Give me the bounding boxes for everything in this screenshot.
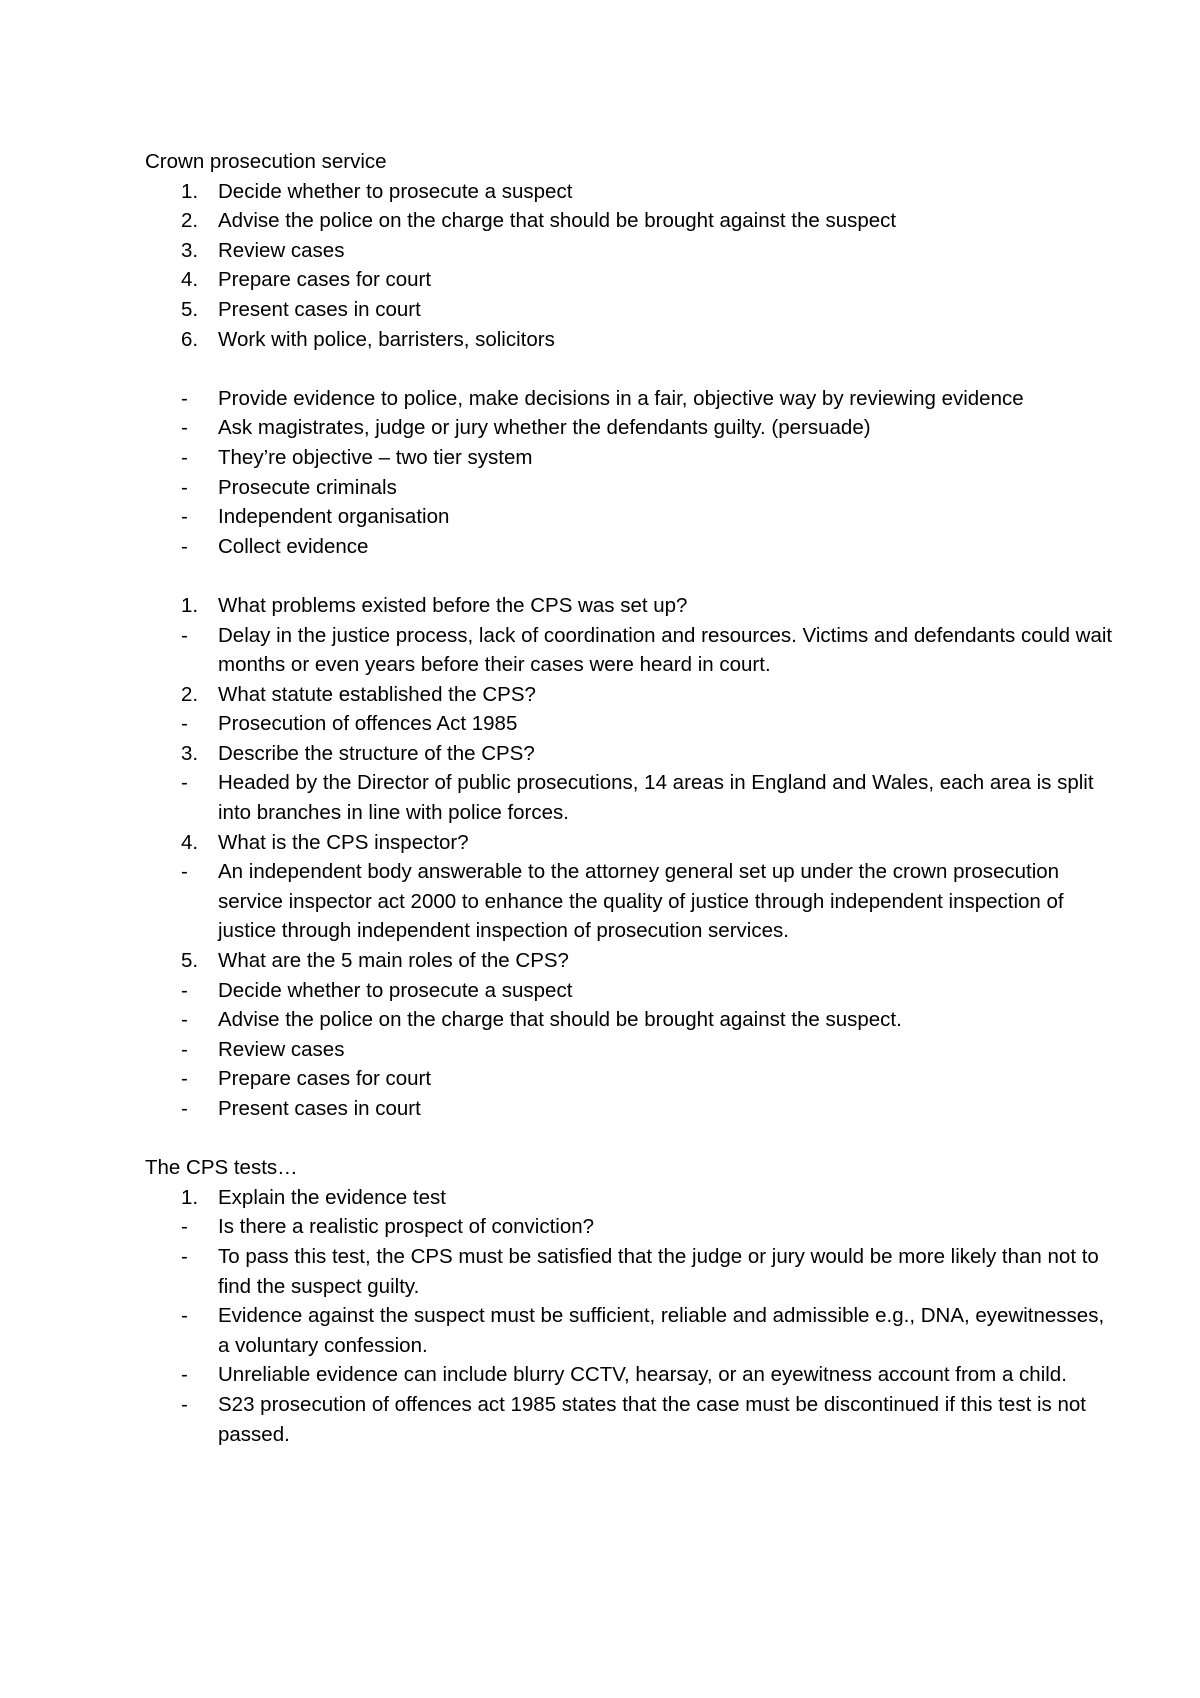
bullet-text: Provide evidence to police, make decisions in a fair, objective way by reviewing evidence xyxy=(218,386,1024,410)
bullet-item xyxy=(145,384,1120,414)
question-text: Describe the structure of the CPS? xyxy=(218,741,535,765)
list-item xyxy=(145,177,1120,207)
question-number: 1. xyxy=(181,593,199,617)
dash-bullet: - xyxy=(181,475,188,499)
list-number: 4. xyxy=(181,268,199,292)
cps-questions-list xyxy=(145,591,1120,1124)
section-heading-cps: Crown prosecution service xyxy=(145,150,387,173)
question-item xyxy=(145,828,1120,858)
bullet-item xyxy=(145,532,1120,562)
dash-bullet: - xyxy=(181,1008,188,1032)
answer-item xyxy=(145,621,1120,680)
answer-item xyxy=(145,976,1120,1006)
dash-bullet: - xyxy=(181,1244,188,1268)
answer-text: Is there a realistic prospect of conviction? xyxy=(218,1215,595,1239)
list-item xyxy=(145,236,1120,266)
dash-bullet: - xyxy=(181,534,188,558)
section-heading-tests: The CPS tests… xyxy=(145,1156,298,1180)
list-number: 1. xyxy=(181,179,199,203)
cps-roles-list xyxy=(145,177,1120,355)
list-item-text: Present cases in court xyxy=(218,297,421,321)
dash-bullet: - xyxy=(181,1392,188,1416)
question-number: 5. xyxy=(181,949,199,973)
spacer xyxy=(145,561,1120,591)
answer-item xyxy=(145,1242,1120,1301)
bullet-item xyxy=(145,443,1120,473)
dash-bullet: - xyxy=(181,416,188,440)
tests-list xyxy=(145,1183,1120,1449)
question-item xyxy=(145,946,1120,976)
dash-bullet: - xyxy=(181,1215,188,1239)
bullet-item xyxy=(145,473,1120,503)
dash-bullet: - xyxy=(181,1097,188,1120)
answer-text: Prosecution of offences Act 1985 xyxy=(218,712,518,736)
question-text: What are the 5 main roles of the CPS? xyxy=(218,949,569,973)
answer-text: To pass this test, the CPS must be satisfied that the judge or jury would be more likely than not to find the suspect guilty. xyxy=(218,1244,1099,1298)
question-number: 4. xyxy=(181,830,199,854)
question-number: 2. xyxy=(181,682,199,706)
question-text: Explain the evidence test xyxy=(218,1185,446,1209)
question-item xyxy=(145,739,1120,769)
question-item xyxy=(145,1183,1120,1213)
answer-item xyxy=(145,1212,1120,1242)
dash-bullet: - xyxy=(181,445,188,469)
answer-text: Prepare cases for court xyxy=(218,1067,432,1091)
answer-text: Delay in the justice process, lack of coordination and resources. Victims and defendants could wait months or even years before their cases were heard in court. xyxy=(218,623,1113,677)
dash-bullet: - xyxy=(181,712,188,736)
answer-item xyxy=(145,1064,1120,1094)
list-item xyxy=(145,325,1120,355)
list-item xyxy=(145,206,1120,236)
answer-item xyxy=(145,768,1120,827)
answer-item xyxy=(145,709,1120,739)
bullet-text: Prosecute criminals xyxy=(218,475,397,499)
dash-bullet: - xyxy=(181,1363,188,1387)
answer-item xyxy=(145,1094,1120,1124)
dash-bullet: - xyxy=(181,860,188,884)
list-item-text: Review cases xyxy=(218,238,345,262)
answer-item xyxy=(145,1390,1120,1449)
list-number: 3. xyxy=(181,238,199,262)
answer-item xyxy=(145,1035,1120,1065)
answer-text: Decide whether to prosecute a suspect xyxy=(218,978,573,1002)
list-item-text: Work with police, barristers, solicitors xyxy=(218,327,555,351)
answer-text: Present cases in court xyxy=(218,1097,421,1120)
dash-bullet: - xyxy=(181,1037,188,1061)
question-item xyxy=(145,680,1120,710)
question-text: What statute established the CPS? xyxy=(218,682,536,706)
spacer xyxy=(145,354,1120,384)
answer-text: Advise the police on the charge that should be brought against the suspect. xyxy=(218,1008,902,1032)
bullet-text: Independent organisation xyxy=(218,505,450,529)
question-number: 3. xyxy=(181,741,199,765)
bullet-item xyxy=(145,502,1120,532)
answer-text: An independent body answerable to the attorney general set up under the crown prosecution service inspector act 2000 to enhance the quality of justice through independent inspection of justice through independent inspection of prosecution services. xyxy=(218,860,1064,943)
answer-text: Review cases xyxy=(218,1037,345,1061)
list-item-text: Prepare cases for court xyxy=(218,268,432,292)
list-item xyxy=(145,295,1120,325)
answer-item xyxy=(145,1360,1120,1390)
question-text: What problems existed before the CPS was set up? xyxy=(218,593,688,617)
dash-bullet: - xyxy=(181,1067,188,1091)
answer-text: Headed by the Director of public prosecutions, 14 areas in England and Wales, each area is split into branches in line with police forces. xyxy=(218,771,1094,825)
dash-bullet: - xyxy=(181,978,188,1002)
answer-text: Unreliable evidence can include blurry CCTV, hearsay, or an eyewitness account from a child. xyxy=(218,1363,1067,1387)
list-item-text: Decide whether to prosecute a suspect xyxy=(218,179,573,203)
bullet-item xyxy=(145,413,1120,443)
bullet-text: They’re objective – two tier system xyxy=(218,445,533,469)
bullet-text: Ask magistrates, judge or jury whether the defendants guilty. (persuade) xyxy=(218,416,871,440)
list-number: 2. xyxy=(181,209,199,233)
spacer xyxy=(145,1124,1120,1154)
dash-bullet: - xyxy=(181,771,188,795)
list-item-text: Advise the police on the charge that should be brought against the suspect xyxy=(218,209,897,233)
answer-item xyxy=(145,1301,1120,1360)
question-number: 1. xyxy=(181,1185,199,1209)
question-text: What is the CPS inspector? xyxy=(218,830,469,854)
dash-bullet: - xyxy=(181,386,188,410)
list-number: 5. xyxy=(181,297,199,321)
cps-notes-list xyxy=(145,384,1120,562)
bullet-text: Collect evidence xyxy=(218,534,369,558)
answer-item xyxy=(145,1005,1120,1035)
question-item xyxy=(145,591,1120,621)
dash-bullet: - xyxy=(181,623,188,647)
answer-text: S23 prosecution of offences act 1985 states that the case must be discontinued if this test is not passed. xyxy=(218,1392,1086,1446)
list-item xyxy=(145,265,1120,295)
answer-text: Evidence against the suspect must be sufficient, reliable and admissible e.g., DNA, eyewitnesses, a voluntary confession. xyxy=(218,1304,1105,1357)
answer-item xyxy=(145,857,1120,946)
dash-bullet: - xyxy=(181,1304,188,1328)
list-number: 6. xyxy=(181,327,199,351)
dash-bullet: - xyxy=(181,505,188,529)
